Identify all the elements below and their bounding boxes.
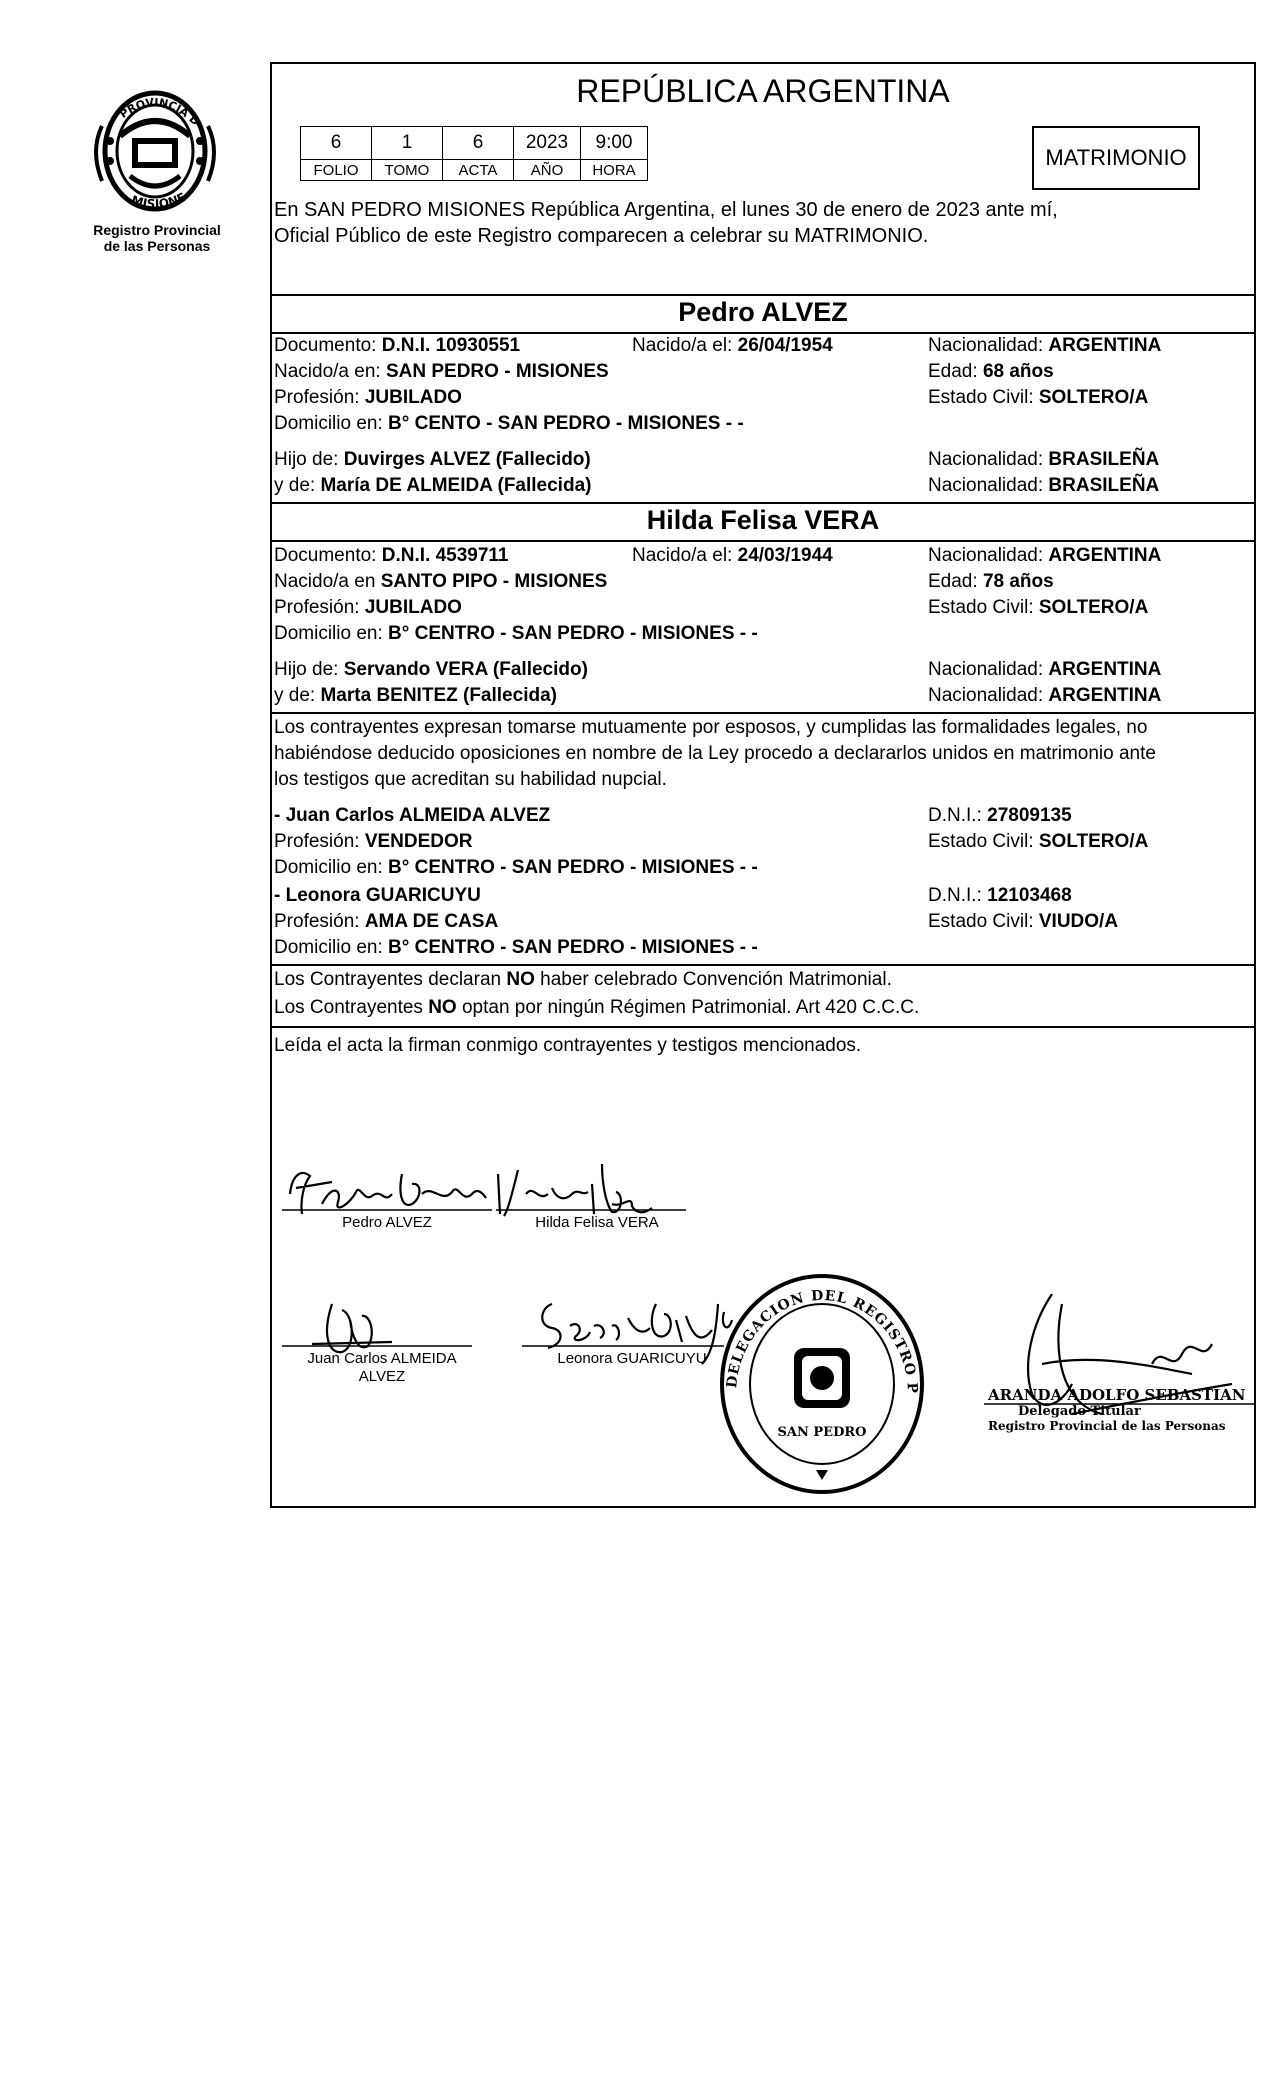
- caption-hilda: Hilda Felisa VERA: [535, 1214, 659, 1231]
- spouse2-father-nationality: Nacionalidad: ARGENTINA: [928, 659, 1162, 680]
- official-name: ARANDA ADOLFO SEBASTIAN: [988, 1386, 1246, 1404]
- official-stamp-block: [988, 1386, 1254, 1433]
- declaration-line-2: habiéndose deducido oposiciones en nombre de la Ley procedo a declararlos unidos en matrimonio ante: [274, 743, 1156, 764]
- spouse1-mother-nationality: Nacionalidad: BRASILEÑA: [928, 475, 1160, 496]
- witness1-address: Domicilio en: B° CENTRO - SAN PEDRO - MISIONES - -: [274, 857, 758, 878]
- acta-label: ACTA: [443, 160, 514, 181]
- provincial-seal-icon: [80, 86, 230, 216]
- spouse2-document: Documento: D.N.I. 4539711: [274, 545, 509, 566]
- spouse1-profession: Profesión: JUBILADO: [274, 387, 462, 408]
- witness2-profession: Profesión: AMA DE CASA: [274, 911, 499, 932]
- caption-leonora: Leonora GUARICUYU: [557, 1350, 707, 1367]
- witness1-profession: Profesión: VENDEDOR: [274, 831, 473, 852]
- svg-text:MISIONES: MISIONE: [129, 189, 188, 212]
- witness2-dni: D.N.I.: 12103468: [928, 885, 1072, 906]
- folio-label: FOLIO: [301, 160, 372, 181]
- spouse2-profession: Profesión: JUBILADO: [274, 597, 462, 618]
- tomo-label: TOMO: [372, 160, 443, 181]
- spouse1-document: Documento: D.N.I. 10930551: [274, 335, 521, 356]
- svg-text:SAN PEDRO: SAN PEDRO: [777, 1425, 867, 1440]
- spouse1-name: Pedro ALVEZ: [678, 297, 848, 327]
- caption-pedro: Pedro ALVEZ: [342, 1214, 432, 1231]
- registry-caption: [78, 222, 236, 254]
- anio-label: AÑO: [514, 160, 581, 181]
- witness1-name: - Juan Carlos ALMEIDA ALVEZ: [274, 805, 551, 826]
- hora-value: 9:00: [581, 127, 648, 160]
- declaration-line-1: Los contrayentes expresan tomarse mutuamente por esposos, y cumplidas las formalidades legales, no: [274, 717, 1148, 738]
- anio-value: 2023: [514, 127, 581, 160]
- witness2-civil-status: Estado Civil: VIUDO/A: [928, 911, 1119, 932]
- acta-reference-table: [300, 126, 648, 181]
- official-seal-icon: [722, 1276, 922, 1492]
- certificate-frame: [270, 62, 1256, 1508]
- spouse2-civil-status: Estado Civil: SOLTERO/A: [928, 597, 1149, 618]
- spouse1-father-nationality: Nacionalidad: BRASILEÑA: [928, 449, 1160, 470]
- caption-line-1: Registro Provincial: [93, 222, 221, 238]
- hora-label: HORA: [581, 160, 648, 181]
- spouse1-birth-place: Nacido/a en: SAN PEDRO - MISIONES: [274, 361, 609, 382]
- declaration-line-3: los testigos que acreditan su habilidad nupcial.: [274, 769, 667, 790]
- spouse2-father: Hijo de: Servando VERA (Fallecido): [274, 659, 588, 680]
- spouse2-age: Edad: 78 años: [928, 571, 1054, 592]
- signature-pedro: [290, 1173, 486, 1214]
- spouse1-mother: y de: María DE ALMEIDA (Fallecida): [274, 475, 592, 496]
- spouse2-nationality: Nacionalidad: ARGENTINA: [928, 545, 1162, 566]
- witness1-civil-status: Estado Civil: SOLTERO/A: [928, 831, 1149, 852]
- svg-text:PROVINCIA DE: PROVINCIA D: [117, 95, 203, 129]
- witness2-address: Domicilio en: B° CENTRO - SAN PEDRO - MISIONES - -: [274, 937, 758, 958]
- folio-value: 6: [301, 127, 372, 160]
- spouse2-name: Hilda Felisa VERA: [646, 505, 880, 535]
- official-title: Delegado Titular: [1018, 1404, 1141, 1419]
- regime-line-1: Los Contrayentes declaran NO haber celebrado Convención Matrimonial.: [274, 969, 892, 990]
- witness2-name: - Leonora GUARICUYU: [274, 885, 481, 906]
- caption-line-2: de las Personas: [103, 238, 211, 254]
- spouse2-address: Domicilio en: B° CENTRO - SAN PEDRO - MISIONES - -: [274, 623, 758, 644]
- caption-juan-carlos: Juan Carlos ALMEIDA ALVEZ: [307, 1350, 457, 1385]
- intro-line-1: En SAN PEDRO MISIONES República Argentina, el lunes 30 de enero de 2023 ante mí,: [274, 199, 1058, 221]
- acta-value: 6: [443, 127, 514, 160]
- spouse2-birth-place: Nacido/a en SANTO PIPO - MISIONES: [274, 571, 608, 592]
- spouse1-age: Edad: 68 años: [928, 361, 1054, 382]
- intro-line-2: Oficial Público de este Registro comparecen a celebrar su MATRIMONIO.: [274, 225, 929, 247]
- regime-line-2: Los Contrayentes NO optan por ningún Régimen Patrimonial. Art 420 C.C.C.: [274, 997, 920, 1018]
- signature-hilda: [498, 1164, 652, 1216]
- registry-logo: [80, 86, 230, 221]
- spouse2-mother-nationality: Nacionalidad: ARGENTINA: [928, 685, 1162, 706]
- signature-area: [272, 1064, 1254, 1504]
- signature-juan-carlos: [312, 1304, 392, 1352]
- witness1-dni: D.N.I.: 27809135: [928, 805, 1072, 826]
- svg-text:DELEGACION DEL REGISTRO PROVIN: DELEGACION DEL REGISTRO P: [724, 1287, 921, 1395]
- official-org: Registro Provincial de las Personas: [988, 1419, 1226, 1433]
- closing-text: Leída el acta la firman conmigo contrayentes y testigos mencionados.: [274, 1035, 862, 1056]
- spouse1-civil-status: Estado Civil: SOLTERO/A: [928, 387, 1149, 408]
- spouse1-nationality: Nacionalidad: ARGENTINA: [928, 335, 1162, 356]
- spouse2-mother: y de: Marta BENITEZ (Fallecida): [274, 685, 557, 706]
- act-type-box: MATRIMONIO: [1032, 126, 1200, 190]
- spouse2-birth-date: Nacido/a el: 24/03/1944: [632, 545, 833, 566]
- spouse1-father: Hijo de: Duvirges ALVEZ (Fallecido): [274, 449, 591, 470]
- page-title: REPÚBLICA ARGENTINA: [576, 73, 950, 109]
- spouse1-birth-date: Nacido/a el: 26/04/1954: [632, 335, 833, 356]
- spouse1-address: Domicilio en: B° CENTO - SAN PEDRO - MISIONES - -: [274, 413, 744, 434]
- tomo-value: 1: [372, 127, 443, 160]
